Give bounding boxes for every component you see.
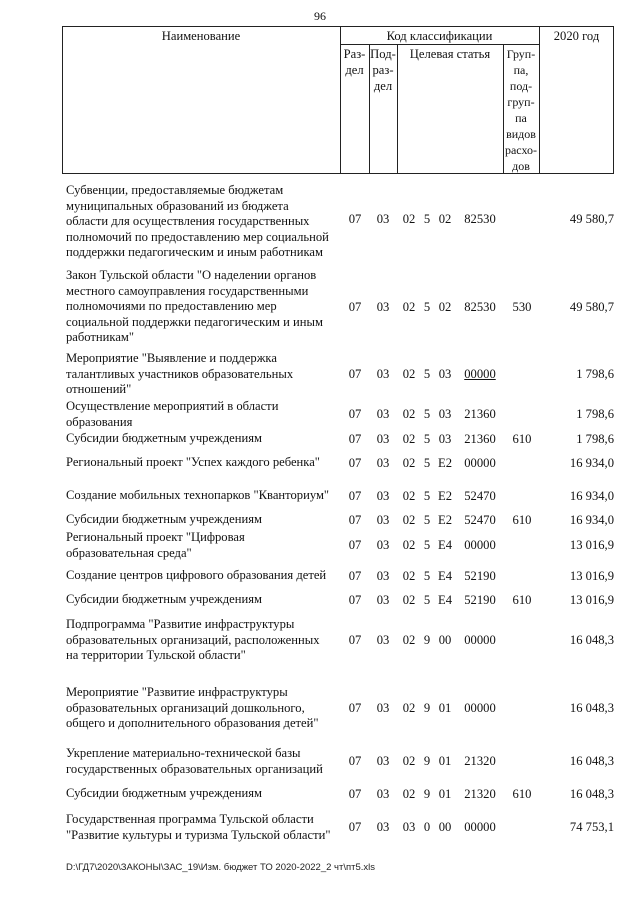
- cell-podrazdel: 03: [376, 456, 390, 470]
- cell-cs3: 00: [438, 633, 452, 647]
- cell-razdel: 07: [348, 407, 362, 421]
- row-name-line: Создание мобильных технопарков "Кванториум": [66, 488, 330, 502]
- row-name-line: области для осуществления государственных: [66, 214, 310, 229]
- row-name-line: отношений": [66, 382, 132, 397]
- cell-cs2: 5: [423, 456, 431, 470]
- cell-cs2: 9: [423, 787, 431, 801]
- cell-cs3: 03: [438, 407, 452, 421]
- row-name: [66, 183, 334, 261]
- cell-amount: 16 048,3: [569, 633, 614, 647]
- cell-cs1: 02: [402, 569, 416, 583]
- cell-cs2: 5: [423, 367, 431, 381]
- cell-cs3: E4: [438, 593, 452, 607]
- cell-cs1: 02: [402, 538, 416, 552]
- cell-razdel: 07: [348, 367, 362, 381]
- row-name: [66, 431, 334, 447]
- row-name: [66, 812, 334, 843]
- cell-cs1: 02: [402, 432, 416, 446]
- cell-razdel: 07: [348, 754, 362, 768]
- cell-amount: 13 016,9: [569, 538, 614, 552]
- row-name: [66, 568, 334, 584]
- cell-cs1: 02: [402, 787, 416, 801]
- cell-razdel: 07: [348, 300, 362, 314]
- row-name-line: муниципальных образований из бюджета: [66, 198, 289, 213]
- row-name-line: полномочий по предоставлению мер социальной: [66, 229, 329, 244]
- row-name: [66, 530, 334, 561]
- cell-podrazdel: 03: [376, 633, 390, 647]
- cell-amount: 49 580,7: [569, 212, 614, 226]
- cell-amount: 16 048,3: [569, 787, 614, 801]
- cell-podrazdel: 03: [376, 300, 390, 314]
- cell-amount: 1 798,6: [576, 407, 614, 421]
- cell-cs4: 00000: [464, 538, 496, 552]
- cell-podrazdel: 03: [376, 701, 390, 715]
- cell-podrazdel: 03: [376, 407, 390, 421]
- cell-razdel: 07: [348, 432, 362, 446]
- row-name-line: образовательных организаций дошкольного,: [66, 700, 305, 715]
- cell-podrazdel: 03: [376, 820, 390, 834]
- cell-podrazdel: 03: [376, 513, 390, 527]
- cell-razdel: 07: [348, 569, 362, 583]
- cell-cs1: 02: [402, 489, 416, 503]
- cell-cs2: 5: [423, 432, 431, 446]
- cell-vid: 610: [512, 513, 532, 527]
- row-name-line: образования: [66, 414, 133, 429]
- cell-cs1: 02: [402, 754, 416, 768]
- cell-cs4: 52470: [464, 513, 496, 527]
- cell-cs4: 00000: [464, 456, 496, 470]
- row-name-line: Субсидии бюджетным учреждениям: [66, 431, 262, 445]
- row-name: [66, 786, 334, 802]
- cell-amount: 49 580,7: [569, 300, 614, 314]
- row-name-line: Субсидии бюджетным учреждениям: [66, 592, 262, 606]
- cell-cs1: 02: [402, 513, 416, 527]
- cell-cs3: 02: [438, 212, 452, 226]
- cell-cs1: 02: [402, 212, 416, 226]
- row-name-line: на территории Тульской области": [66, 648, 246, 663]
- row-name-line: общего и дополнительного образования детей": [66, 716, 319, 731]
- cell-razdel: 07: [348, 701, 362, 715]
- cell-cs2: 5: [423, 593, 431, 607]
- cell-cs4: 52470: [464, 489, 496, 503]
- cell-cs3: 00: [438, 820, 452, 834]
- row-name-line: Осуществление мероприятий в области: [66, 399, 279, 413]
- cell-razdel: 07: [348, 456, 362, 470]
- row-name-line: Мероприятие "Выявление и поддержка: [66, 351, 277, 365]
- row-name-line: Мероприятие "Развитие инфраструктуры: [66, 685, 288, 699]
- cell-cs2: 5: [423, 300, 431, 314]
- header-name: Наименование: [161, 29, 241, 43]
- cell-cs1: 02: [402, 456, 416, 470]
- cell-amount: 16 048,3: [569, 701, 614, 715]
- cell-cs3: E2: [438, 489, 452, 503]
- cell-cs1: 02: [402, 701, 416, 715]
- row-name-line: талантливых участников образовательных: [66, 366, 294, 381]
- row-name-line: Региональный проект "Успех каждого ребенка": [66, 455, 320, 469]
- row-name-line: социальной поддержки педагогическим и иным: [66, 314, 323, 329]
- cell-cs4: 82530: [464, 300, 496, 314]
- row-name: [66, 488, 334, 504]
- cell-cs2: 5: [423, 407, 431, 421]
- cell-razdel: 07: [348, 633, 362, 647]
- row-name-line: поддержки педагогическим и иным работникам: [66, 245, 323, 260]
- row-name: [66, 455, 334, 471]
- cell-amount: 74 753,1: [569, 820, 614, 834]
- row-name-line: Создание центров цифрового образования детей: [66, 568, 327, 582]
- cell-cs1: 02: [402, 633, 416, 647]
- row-name-line: образовательных организаций, расположенных: [66, 632, 320, 647]
- row-name-line: работникам": [66, 330, 135, 345]
- header-target: Целевая статья: [409, 47, 491, 61]
- cell-podrazdel: 03: [376, 754, 390, 768]
- cell-podrazdel: 03: [376, 593, 390, 607]
- cell-razdel: 07: [348, 787, 362, 801]
- cell-amount: 1 798,6: [576, 432, 614, 446]
- row-name-line: Государственная программа Тульской области: [66, 812, 314, 826]
- cell-vid: 530: [512, 300, 532, 314]
- row-name: [66, 399, 334, 430]
- row-name-line: образовательная среда": [66, 545, 192, 560]
- row-name-line: "Развитие культуры и туризма Тульской области": [66, 827, 331, 842]
- row-name: [66, 746, 334, 777]
- cell-vid: 610: [512, 432, 532, 446]
- cell-cs4: 00000: [464, 633, 496, 647]
- row-name-line: полномочиями по предоставлению мер: [66, 299, 277, 314]
- cell-amount: 16 934,0: [569, 489, 614, 503]
- row-name-line: государственных образовательных организаций: [66, 761, 323, 776]
- cell-cs1: 02: [402, 407, 416, 421]
- row-name-line: Субсидии бюджетным учреждениям: [66, 512, 262, 526]
- cell-cs2: 0: [423, 820, 431, 834]
- row-name: [66, 512, 334, 528]
- cell-cs3: 01: [438, 787, 452, 801]
- header-razdel: Раз- дел: [343, 47, 366, 77]
- header-year: 2020 год: [553, 29, 600, 43]
- cell-vid: 610: [512, 787, 532, 801]
- cell-amount: 16 934,0: [569, 456, 614, 470]
- cell-cs3: E2: [438, 513, 452, 527]
- row-name-line: местного самоуправления государственными: [66, 283, 309, 298]
- header-podrazdel: Под- раз- дел: [370, 47, 396, 93]
- header-group: Груп- па, под- груп- па видов расхо- дов: [504, 47, 538, 173]
- cell-cs3: 01: [438, 701, 452, 715]
- cell-cs1: 02: [402, 367, 416, 381]
- cell-cs4: 21320: [464, 787, 496, 801]
- cell-cs4: 00000: [464, 820, 496, 834]
- row-name: [66, 617, 334, 664]
- cell-cs2: 5: [423, 513, 431, 527]
- cell-cs3: 01: [438, 754, 452, 768]
- cell-cs4: 00000: [464, 367, 496, 381]
- cell-cs2: 5: [423, 569, 431, 583]
- page-number: 96: [314, 9, 326, 23]
- row-name: [66, 268, 334, 346]
- cell-cs2: 9: [423, 633, 431, 647]
- cell-cs4: 82530: [464, 212, 496, 226]
- cell-cs2: 5: [423, 489, 431, 503]
- cell-cs2: 9: [423, 754, 431, 768]
- cell-cs4: 00000: [464, 701, 496, 715]
- cell-razdel: 07: [348, 820, 362, 834]
- cell-razdel: 07: [348, 513, 362, 527]
- cell-razdel: 07: [348, 538, 362, 552]
- header-classification: Код классификации: [386, 29, 493, 43]
- file-path-footer: D:\ГД7\2020\ЗАКОНЫ\ЗАС_19\Изм. бюджет ТО 2020-2022_2 чт\пт5.xls: [66, 862, 376, 873]
- row-name-line: Субвенции, предоставляемые бюджетам: [66, 183, 284, 197]
- cell-amount: 13 016,9: [569, 569, 614, 583]
- cell-cs4: 21360: [464, 432, 496, 446]
- cell-amount: 16 048,3: [569, 754, 614, 768]
- cell-podrazdel: 03: [376, 569, 390, 583]
- cell-cs3: 03: [438, 367, 452, 381]
- cell-podrazdel: 03: [376, 538, 390, 552]
- row-name: [66, 592, 334, 608]
- cell-cs3: E2: [438, 456, 452, 470]
- cell-razdel: 07: [348, 593, 362, 607]
- cell-amount: 16 934,0: [569, 513, 614, 527]
- cell-podrazdel: 03: [376, 212, 390, 226]
- cell-podrazdel: 03: [376, 367, 390, 381]
- cell-cs3: 02: [438, 300, 452, 314]
- cell-razdel: 07: [348, 212, 362, 226]
- cell-podrazdel: 03: [376, 489, 390, 503]
- cell-cs4: 52190: [464, 569, 496, 583]
- cell-amount: 1 798,6: [576, 367, 614, 381]
- row-name-line: Субсидии бюджетным учреждениям: [66, 786, 262, 800]
- cell-cs1: 03: [402, 820, 416, 834]
- row-name-line: Закон Тульской области "О наделении органов: [66, 268, 317, 282]
- cell-cs4: 21320: [464, 754, 496, 768]
- row-name: [66, 351, 334, 398]
- cell-razdel: 07: [348, 489, 362, 503]
- cell-podrazdel: 03: [376, 432, 390, 446]
- cell-cs2: 5: [423, 212, 431, 226]
- cell-cs4: 21360: [464, 407, 496, 421]
- cell-cs2: 5: [423, 538, 431, 552]
- cell-cs3: E4: [438, 569, 452, 583]
- row-name-line: Региональный проект "Цифровая: [66, 530, 245, 544]
- cell-cs3: E4: [438, 538, 452, 552]
- row-name: [66, 685, 334, 732]
- cell-cs1: 02: [402, 593, 416, 607]
- cell-vid: 610: [512, 593, 532, 607]
- cell-cs4: 52190: [464, 593, 496, 607]
- row-name-line: Подпрограмма "Развитие инфраструктуры: [66, 617, 295, 631]
- cell-cs2: 9: [423, 701, 431, 715]
- row-name-line: Укрепление материально-технической базы: [66, 746, 301, 760]
- cell-podrazdel: 03: [376, 787, 390, 801]
- cell-amount: 13 016,9: [569, 593, 614, 607]
- cell-cs1: 02: [402, 300, 416, 314]
- cell-cs3: 03: [438, 432, 452, 446]
